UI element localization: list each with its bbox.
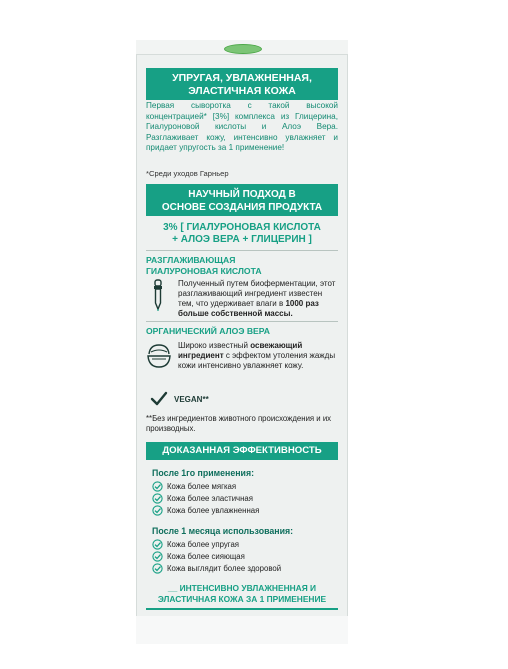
header-proven: ДОКАЗАННАЯ ЭФФЕКТИВНОСТЬ (146, 442, 338, 460)
after-month-block (152, 526, 332, 574)
hyaluronic-text-regular: Полученный путем биоферментации, этот разглаживающий ингредиент известен тем, что удерживает влаги в (178, 279, 336, 308)
footer-line1 (146, 583, 338, 594)
header1-line1: УПРУГАЯ, УВЛАЖНЕННАЯ, (172, 72, 312, 84)
header-elastic-skin (146, 68, 338, 100)
check-circle-icon (152, 563, 163, 574)
footer-underline (146, 608, 338, 610)
aloe-bowl-icon (146, 340, 172, 370)
package-bottom (136, 616, 348, 644)
hyaluronic-text (178, 279, 338, 319)
header2-line1: НАУЧНЫЙ ПОДХОД В (188, 189, 296, 200)
aloe-title: ОРГАНИЧЕСКИЙ АЛОЭ ВЕРА (146, 326, 270, 336)
formula-line2: + АЛОЭ ВЕРА + ГЛИЦЕРИН ] (172, 234, 312, 245)
check-circle-icon (152, 551, 163, 562)
aloe-text (178, 341, 338, 371)
footer-line2: ЭЛАСТИЧНАЯ КОЖА ЗА 1 ПРИМЕНЕНИЕ (157, 593, 327, 604)
list-item-text: Кожа более эластичная (167, 493, 253, 503)
aloe-text-1: Широко известный (178, 341, 251, 350)
list-item-text: Кожа более увлажненная (167, 505, 260, 515)
list-item (152, 538, 332, 550)
footnote-garnier: *Среди уходов Гарньер (146, 169, 229, 178)
after-month-title: После 1 месяца использования: (152, 526, 294, 536)
list-item (152, 504, 332, 516)
check-circle-icon (152, 505, 163, 516)
hyaluronic-title (146, 255, 338, 276)
check-circle-icon (152, 539, 163, 550)
hyaluronic-text-bold: 1000 раз больше собственной массы. (178, 299, 319, 318)
list-item-text: Кожа более упругая (167, 539, 240, 549)
aloe-text-bold: освежающий ингредиент (178, 341, 303, 360)
after-first-block (152, 468, 332, 516)
hyaluronic-title-line2: ГИАЛУРОНОВАЯ КИСЛОТА (146, 265, 262, 276)
footer-claim (146, 583, 338, 604)
cap-ring (224, 44, 262, 54)
header1-line2: ЭЛАСТИЧНАЯ КОЖА (188, 85, 296, 97)
footnote-vegan: **Без ингредиентов животного происхождения и их производных. (146, 414, 332, 433)
footer-dash: __ (167, 583, 180, 593)
header-scientific (146, 184, 338, 216)
description: Первая сыворотка с такой высокой концентрацией* [3%] комплекса из Глицерина, Гиалуроновой кислоты и Алоэ Вера. Разглаживает кожу, интенсивно увлажняет и придает упругость за 1 применение! (146, 101, 338, 153)
vegan-label: VEGAN** (174, 395, 209, 404)
list-item (152, 492, 332, 504)
list-item-text: Кожа более мягкая (167, 481, 237, 491)
check-circle-icon (152, 481, 163, 492)
formula-line1: 3% [ ГИАЛУРОНОВАЯ КИСЛОТА (163, 222, 321, 233)
list-item (152, 550, 332, 562)
list-item-text: Кожа более сияющая (167, 551, 245, 561)
header2-line2: ОСНОВЕ СОЗДАНИЯ ПРОДУКТА (161, 202, 323, 213)
after-first-title: После 1го применения: (152, 468, 255, 478)
list-item-text: Кожа выглядит более здоровой (167, 563, 282, 573)
vegan-check-icon (150, 391, 168, 407)
aloe-text-2: с эффектом утоления жажды кожи интенсивно увлажняет кожу. (178, 351, 336, 370)
divider (146, 321, 338, 322)
list-item (152, 562, 332, 574)
divider (146, 250, 338, 251)
hyaluronic-title-line1: РАЗГЛАЖИВАЮЩАЯ (146, 255, 236, 265)
footer-line1-text: ИНТЕНСИВНО УВЛАЖНЕННАЯ И (179, 583, 317, 593)
check-circle-icon (152, 493, 163, 504)
dropper-icon (146, 279, 170, 311)
list-item (152, 480, 332, 492)
formula (146, 222, 338, 246)
